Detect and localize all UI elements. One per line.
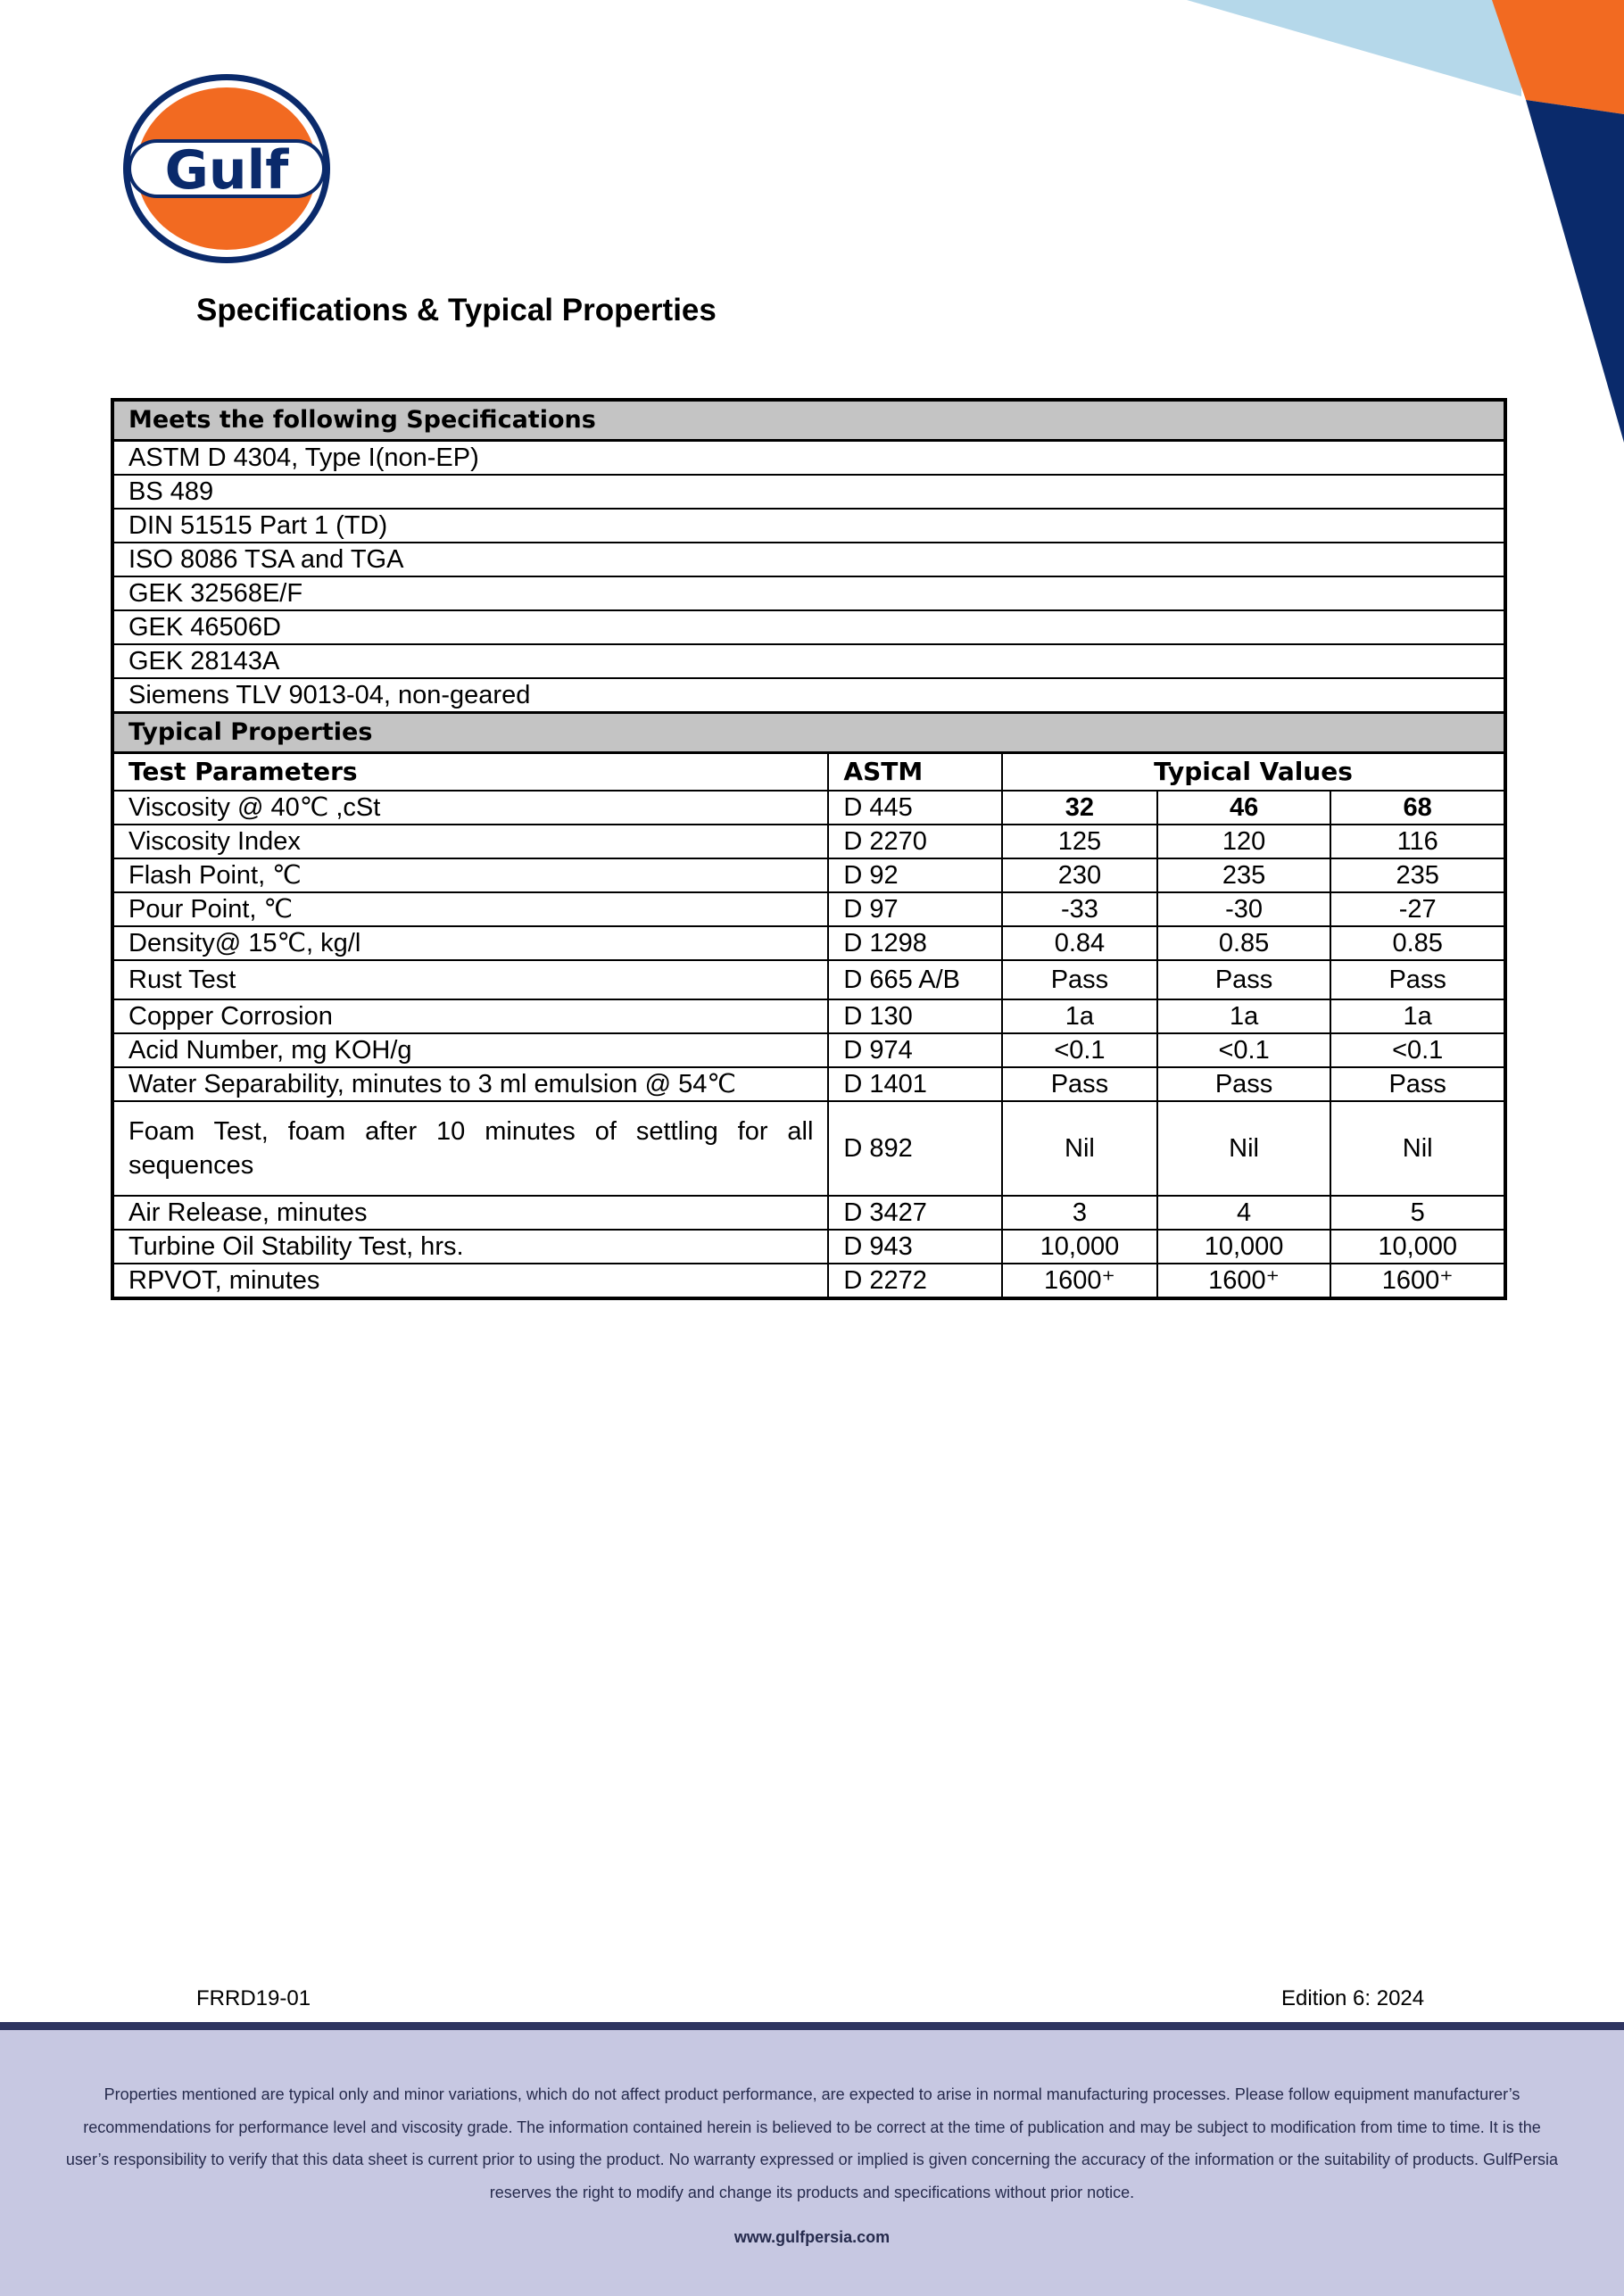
- value-cell: 1a: [1330, 999, 1505, 1033]
- table-row: [112, 1196, 1505, 1230]
- value-cell: 235: [1157, 858, 1331, 892]
- value-cell: Nil: [1330, 1101, 1505, 1196]
- table-row: [112, 999, 1505, 1033]
- param-cell: Pour Point, ℃: [112, 892, 828, 926]
- value-cell: 235: [1330, 858, 1505, 892]
- corner-navy-stripe: [1526, 100, 1624, 443]
- value-cell: 46: [1157, 791, 1331, 825]
- value-cell: 3: [1002, 1196, 1157, 1230]
- value-cell: <0.1: [1002, 1033, 1157, 1067]
- astm-cell: D 974: [828, 1033, 1002, 1067]
- table-row: [112, 892, 1505, 926]
- astm-cell: D 130: [828, 999, 1002, 1033]
- value-cell: Nil: [1002, 1101, 1157, 1196]
- value-cell: Pass: [1330, 1067, 1505, 1101]
- table-row: [112, 858, 1505, 892]
- table-row: [112, 1230, 1505, 1264]
- param-cell: RPVOT, minutes: [112, 1264, 828, 1298]
- param-cell: Water Separability, minutes to 3 ml emulsion @ 54℃: [112, 1067, 828, 1101]
- param-cell: Density@ 15℃, kg/l: [112, 926, 828, 960]
- spec-item: DIN 51515 Part 1 (TD): [112, 509, 1505, 543]
- col-header-astm: ASTM: [828, 753, 1002, 792]
- value-cell: Pass: [1002, 960, 1157, 999]
- param-cell: Viscosity Index: [112, 825, 828, 858]
- value-cell: 10,000: [1157, 1230, 1331, 1264]
- value-cell: 68: [1330, 791, 1505, 825]
- typical-properties-heading: Typical Properties: [112, 713, 1505, 753]
- col-header-values: Typical Values: [1002, 753, 1505, 792]
- spec-item: ISO 8086 TSA and TGA: [112, 543, 1505, 576]
- value-cell: 10,000: [1330, 1230, 1505, 1264]
- astm-cell: D 2270: [828, 825, 1002, 858]
- value-cell: 0.85: [1157, 926, 1331, 960]
- specifications-heading: Meets the following Specifications: [112, 400, 1505, 441]
- website-link[interactable]: www.gulfpersia.com: [733, 2228, 891, 2246]
- page-title: Specifications & Typical Properties: [196, 293, 717, 327]
- param-cell: Flash Point, ℃: [112, 858, 828, 892]
- edition-label: Edition 6: 2024: [1281, 1986, 1425, 2010]
- value-cell: 10,000: [1002, 1230, 1157, 1264]
- value-cell: 116: [1330, 825, 1505, 858]
- table-row: [112, 960, 1505, 999]
- table-row: [112, 791, 1505, 825]
- value-cell: 1600⁺: [1157, 1264, 1331, 1298]
- table-row: [112, 926, 1505, 960]
- value-cell: 0.85: [1330, 926, 1505, 960]
- value-cell: Pass: [1157, 960, 1331, 999]
- value-cell: 32: [1002, 791, 1157, 825]
- value-cell: Nil: [1157, 1101, 1331, 1196]
- footer-divider: [0, 2022, 1624, 2030]
- value-cell: 1a: [1002, 999, 1157, 1033]
- astm-cell: D 445: [828, 791, 1002, 825]
- param-cell: Air Release, minutes: [112, 1196, 828, 1230]
- value-cell: 4: [1157, 1196, 1331, 1230]
- value-cell: Pass: [1330, 960, 1505, 999]
- astm-cell: D 97: [828, 892, 1002, 926]
- document-code: FRRD19-01: [196, 1986, 311, 2010]
- value-cell: <0.1: [1157, 1033, 1331, 1067]
- spec-item: GEK 32568E/F: [112, 576, 1505, 610]
- spec-item: ASTM D 4304, Type I(non-EP): [112, 441, 1505, 476]
- param-cell: Viscosity @ 40℃ ,cSt: [112, 791, 828, 825]
- astm-cell: D 2272: [828, 1264, 1002, 1298]
- value-cell: 1600⁺: [1002, 1264, 1157, 1298]
- spec-item: BS 489: [112, 475, 1505, 509]
- corner-light-blue-stripe: [1187, 0, 1521, 96]
- value-cell: 5: [1330, 1196, 1505, 1230]
- spec-table: [111, 398, 1507, 1300]
- table-row: [112, 825, 1505, 858]
- gulf-logo: [120, 71, 333, 266]
- footer-disclaimer-panel: [0, 2030, 1624, 2296]
- astm-cell: D 943: [828, 1230, 1002, 1264]
- value-cell: -33: [1002, 892, 1157, 926]
- astm-cell: D 1401: [828, 1067, 1002, 1101]
- table-row: [112, 1067, 1505, 1101]
- astm-cell: D 892: [828, 1101, 1002, 1196]
- astm-cell: D 1298: [828, 926, 1002, 960]
- corner-orange-stripe: [1492, 0, 1624, 114]
- logo-text: Gulf: [164, 139, 289, 202]
- spec-item: GEK 28143A: [112, 644, 1505, 678]
- param-cell: Rust Test: [112, 960, 828, 999]
- param-cell: Copper Corrosion: [112, 999, 828, 1033]
- value-cell: <0.1: [1330, 1033, 1505, 1067]
- value-cell: Pass: [1002, 1067, 1157, 1101]
- astm-cell: D 92: [828, 858, 1002, 892]
- table-row: [112, 1033, 1505, 1067]
- table-row: [112, 1101, 1505, 1196]
- value-cell: 1600⁺: [1330, 1264, 1505, 1298]
- table-row: [112, 1264, 1505, 1298]
- astm-cell: D 665 A/B: [828, 960, 1002, 999]
- value-cell: -30: [1157, 892, 1331, 926]
- col-header-parameters: Test Parameters: [112, 753, 828, 792]
- value-cell: 120: [1157, 825, 1331, 858]
- value-cell: 0.84: [1002, 926, 1157, 960]
- value-cell: 125: [1002, 825, 1157, 858]
- value-cell: 1a: [1157, 999, 1331, 1033]
- value-cell: 230: [1002, 858, 1157, 892]
- astm-cell: D 3427: [828, 1196, 1002, 1230]
- spec-item: Siemens TLV 9013-04, non-geared: [112, 678, 1505, 713]
- spec-item: GEK 46506D: [112, 610, 1505, 644]
- param-cell: Foam Test, foam after 10 minutes of settling for all sequences: [112, 1101, 828, 1196]
- param-cell: Turbine Oil Stability Test, hrs.: [112, 1230, 828, 1264]
- param-cell: Acid Number, mg KOH/g: [112, 1033, 828, 1067]
- disclaimer-text: Properties mentioned are typical only and minor variations, which do not affect product performance, are expected to arise in normal manufacturing processes. Please follow equipment manufacturer’s recommendations for performance level and viscosity grade. The information contained herein is believed to be correct at the time of publication and may be subject to modification from time to time. It is the user’s responsibility to verify that this data sheet is current prior to using the product. No warranty expressed or implied is given concerning the accuracy of the information or the suitability of products. GulfPersia reserves the right to modify and change its products and specifications without prior notice.: [65, 2085, 1559, 2201]
- value-cell: -27: [1330, 892, 1505, 926]
- value-cell: Pass: [1157, 1067, 1331, 1101]
